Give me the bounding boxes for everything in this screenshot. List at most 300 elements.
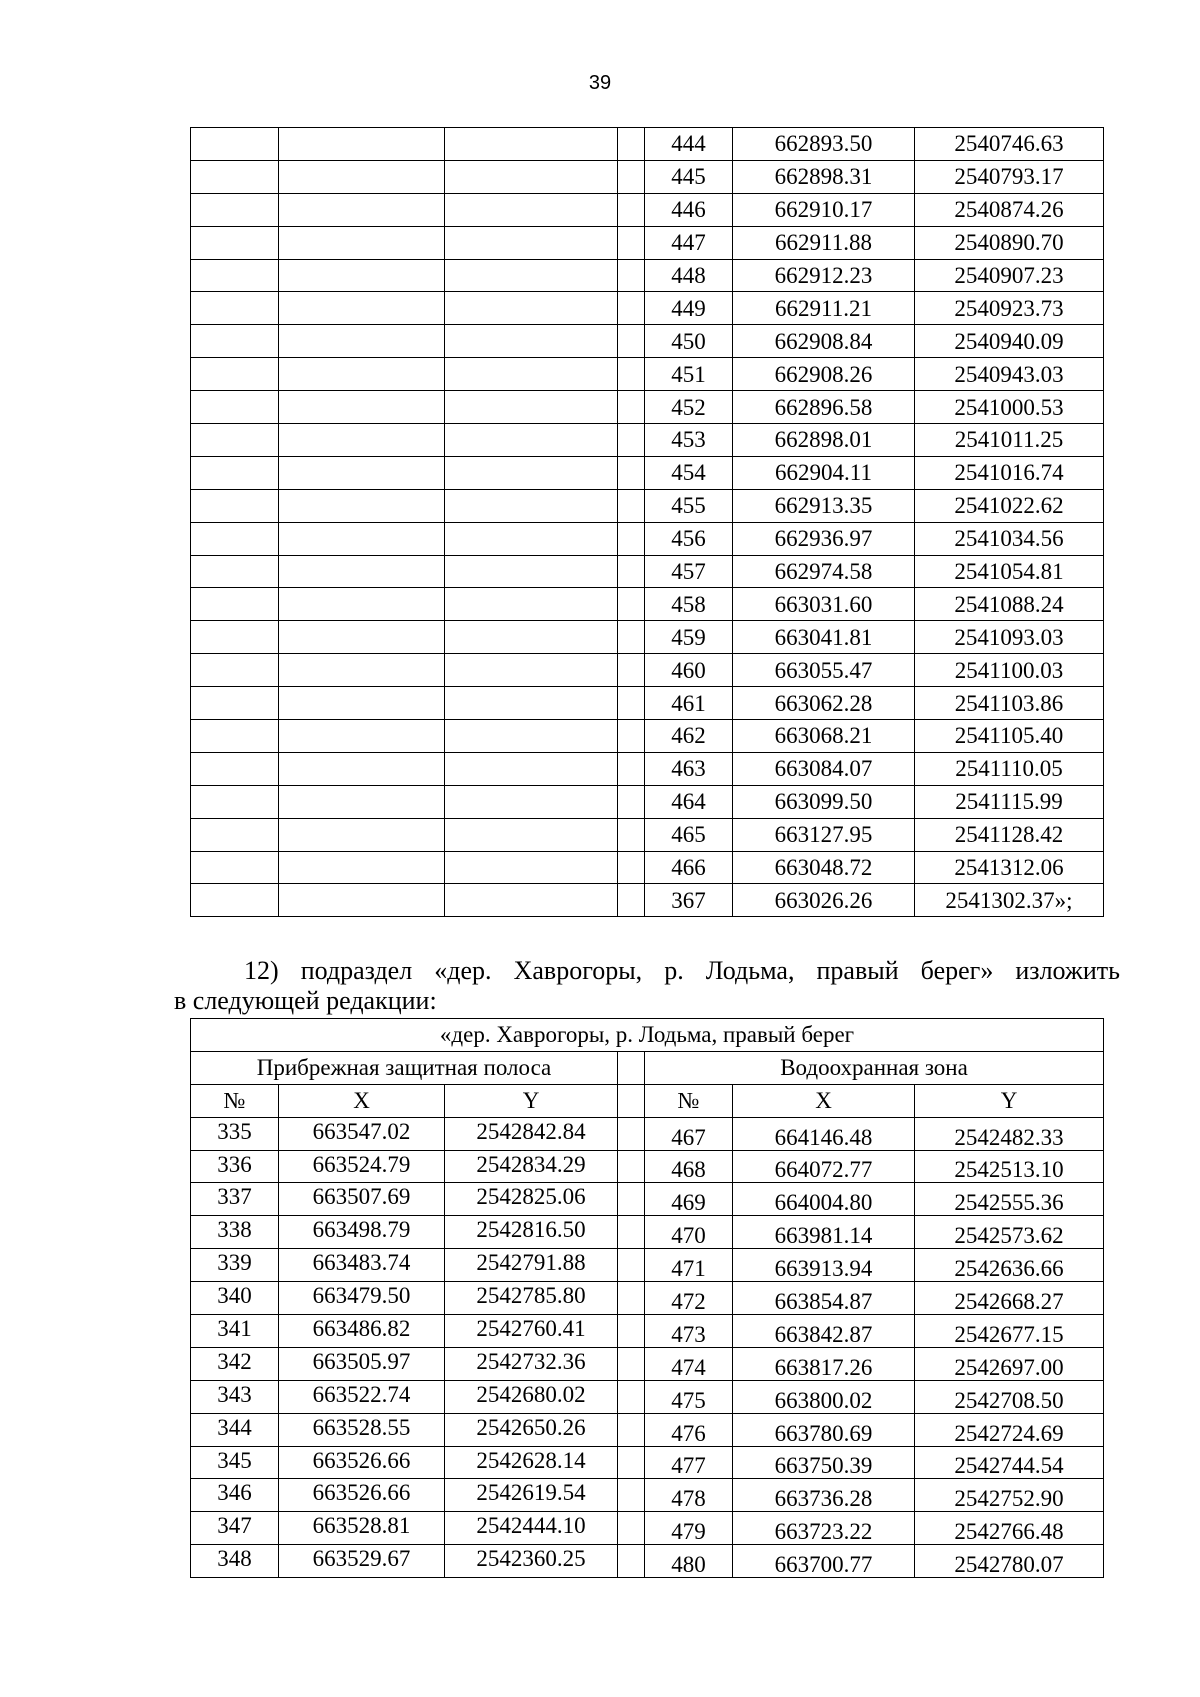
table-row <box>191 818 1104 851</box>
spacer-cell <box>618 1117 645 1150</box>
empty-cell <box>279 160 445 193</box>
empty-cell <box>279 226 445 259</box>
right-y-coordinate-cell: 2542513.10 <box>915 1150 1104 1183</box>
empty-cell <box>279 588 445 621</box>
left-point-number-cell: 344 <box>191 1413 279 1446</box>
table-row <box>191 193 1104 226</box>
right-point-number-cell: 479 <box>645 1512 733 1545</box>
table-row <box>191 654 1104 687</box>
spacer-cell <box>618 1183 645 1216</box>
empty-cell <box>445 687 618 720</box>
empty-cell <box>618 522 645 555</box>
y-coordinate-cell: 2540874.26 <box>915 193 1104 226</box>
empty-cell <box>191 818 279 851</box>
y-coordinate-cell: 2541093.03 <box>915 621 1104 654</box>
empty-cell <box>618 621 645 654</box>
empty-cell <box>191 522 279 555</box>
empty-cell <box>618 851 645 884</box>
x-coordinate-cell: 663068.21 <box>733 720 915 753</box>
left-x-coordinate-cell: 663507.69 <box>279 1183 445 1216</box>
coordinates-table-khavrogory <box>190 1018 1104 1578</box>
left-x-coordinate-cell: 663522.74 <box>279 1380 445 1413</box>
right-point-number-cell: 478 <box>645 1479 733 1512</box>
x-coordinate-cell: 662911.88 <box>733 226 915 259</box>
empty-cell <box>279 358 445 391</box>
spacer-cell <box>618 1446 645 1479</box>
right-x-coordinate-cell: 664072.77 <box>733 1150 915 1183</box>
right-y-coordinate-cell: 2542766.48 <box>915 1512 1104 1545</box>
left-y-coordinate-cell: 2542816.50 <box>445 1216 618 1249</box>
right-y-coordinate-cell: 2542780.07 <box>915 1545 1104 1578</box>
right-point-number-cell: 471 <box>645 1249 733 1282</box>
empty-cell <box>279 325 445 358</box>
empty-cell <box>191 226 279 259</box>
point-number-cell: 463 <box>645 752 733 785</box>
table-row <box>191 325 1104 358</box>
empty-cell <box>191 785 279 818</box>
left-x-coordinate-cell: 663483.74 <box>279 1249 445 1282</box>
empty-cell <box>191 160 279 193</box>
left-y-coordinate-cell: 2542785.80 <box>445 1282 618 1315</box>
point-number-cell: 465 <box>645 818 733 851</box>
right-x-coordinate-cell: 664004.80 <box>733 1183 915 1216</box>
table-row <box>191 785 1104 818</box>
right-y-coordinate-cell: 2542636.66 <box>915 1249 1104 1282</box>
empty-cell <box>445 325 618 358</box>
empty-cell <box>279 555 445 588</box>
table-row <box>191 588 1104 621</box>
y-coordinate-cell: 2541034.56 <box>915 522 1104 555</box>
point-number-cell: 459 <box>645 621 733 654</box>
left-y-coordinate-cell: 2542842.84 <box>445 1117 618 1150</box>
empty-cell <box>618 785 645 818</box>
empty-cell <box>191 687 279 720</box>
table-row <box>191 1545 1104 1578</box>
empty-cell <box>618 226 645 259</box>
right-x-coordinate-cell: 663981.14 <box>733 1216 915 1249</box>
x-coordinate-cell: 663041.81 <box>733 621 915 654</box>
table-header-row <box>191 1084 1104 1117</box>
left-x-coordinate-cell: 663547.02 <box>279 1117 445 1150</box>
table-row <box>191 1347 1104 1380</box>
table-row <box>191 456 1104 489</box>
header-y-right: Y <box>915 1084 1104 1117</box>
table-row <box>191 1479 1104 1512</box>
left-y-coordinate-cell: 2542834.29 <box>445 1150 618 1183</box>
left-x-coordinate-cell: 663479.50 <box>279 1282 445 1315</box>
table-row <box>191 1216 1104 1249</box>
right-y-coordinate-cell: 2542752.90 <box>915 1479 1104 1512</box>
table-row <box>191 259 1104 292</box>
empty-cell <box>618 193 645 226</box>
right-point-number-cell: 470 <box>645 1216 733 1249</box>
left-point-number-cell: 346 <box>191 1479 279 1512</box>
empty-cell <box>618 391 645 424</box>
y-coordinate-cell: 2540907.23 <box>915 259 1104 292</box>
x-coordinate-cell: 663062.28 <box>733 687 915 720</box>
right-x-coordinate-cell: 663842.87 <box>733 1315 915 1348</box>
point-number-cell: 451 <box>645 358 733 391</box>
table-row <box>191 128 1104 161</box>
point-number-cell: 446 <box>645 193 733 226</box>
empty-cell <box>618 259 645 292</box>
left-point-number-cell: 336 <box>191 1150 279 1183</box>
y-coordinate-cell: 2541000.53 <box>915 391 1104 424</box>
y-coordinate-cell: 2540940.09 <box>915 325 1104 358</box>
right-y-coordinate-cell: 2542708.50 <box>915 1380 1104 1413</box>
point-number-cell: 457 <box>645 555 733 588</box>
y-coordinate-cell: 2541011.25 <box>915 424 1104 457</box>
empty-cell <box>618 128 645 161</box>
empty-cell <box>618 325 645 358</box>
spacer-cell <box>618 1051 645 1084</box>
left-point-number-cell: 343 <box>191 1380 279 1413</box>
left-x-coordinate-cell: 663486.82 <box>279 1315 445 1348</box>
right-point-number-cell: 475 <box>645 1380 733 1413</box>
table-row <box>191 752 1104 785</box>
right-y-coordinate-cell: 2542724.69 <box>915 1413 1104 1446</box>
empty-cell <box>191 325 279 358</box>
left-y-coordinate-cell: 2542444.10 <box>445 1512 618 1545</box>
empty-cell <box>191 259 279 292</box>
empty-cell <box>445 884 618 917</box>
right-x-coordinate-cell: 663700.77 <box>733 1545 915 1578</box>
empty-cell <box>445 818 618 851</box>
point-number-cell: 456 <box>645 522 733 555</box>
page-number: 39 <box>588 72 612 94</box>
empty-cell <box>618 687 645 720</box>
table-row <box>191 621 1104 654</box>
table-row <box>191 1183 1104 1216</box>
empty-cell <box>279 391 445 424</box>
spacer-cell <box>618 1315 645 1348</box>
y-coordinate-cell: 2540943.03 <box>915 358 1104 391</box>
y-coordinate-cell: 2540923.73 <box>915 292 1104 325</box>
empty-cell <box>445 621 618 654</box>
right-x-coordinate-cell: 663913.94 <box>733 1249 915 1282</box>
empty-cell <box>279 456 445 489</box>
right-x-coordinate-cell: 663736.28 <box>733 1479 915 1512</box>
empty-cell <box>191 555 279 588</box>
y-coordinate-cell: 2540793.17 <box>915 160 1104 193</box>
point-number-cell: 444 <box>645 128 733 161</box>
y-coordinate-cell: 2541088.24 <box>915 588 1104 621</box>
coordinates-table-continuation <box>190 127 1104 917</box>
group-header-coastal-strip: Прибрежная защитная полоса <box>191 1051 618 1084</box>
right-point-number-cell: 472 <box>645 1282 733 1315</box>
empty-cell <box>445 358 618 391</box>
empty-cell <box>191 456 279 489</box>
empty-cell <box>279 654 445 687</box>
empty-cell <box>618 555 645 588</box>
table-row <box>191 1413 1104 1446</box>
empty-cell <box>191 391 279 424</box>
left-x-coordinate-cell: 663529.67 <box>279 1545 445 1578</box>
left-y-coordinate-cell: 2542732.36 <box>445 1347 618 1380</box>
y-coordinate-cell: 2541100.03 <box>915 654 1104 687</box>
left-x-coordinate-cell: 663498.79 <box>279 1216 445 1249</box>
point-number-cell: 452 <box>645 391 733 424</box>
empty-cell <box>279 292 445 325</box>
x-coordinate-cell: 662896.58 <box>733 391 915 424</box>
empty-cell <box>279 818 445 851</box>
empty-cell <box>279 752 445 785</box>
right-y-coordinate-cell: 2542677.15 <box>915 1315 1104 1348</box>
empty-cell <box>191 621 279 654</box>
empty-cell <box>279 851 445 884</box>
empty-cell <box>445 259 618 292</box>
spacer-cell <box>618 1380 645 1413</box>
y-coordinate-cell: 2541312.06 <box>915 851 1104 884</box>
right-point-number-cell: 480 <box>645 1545 733 1578</box>
table-row <box>191 391 1104 424</box>
table-row <box>191 1249 1104 1282</box>
header-y-left: Y <box>445 1084 618 1117</box>
right-y-coordinate-cell: 2542697.00 <box>915 1347 1104 1380</box>
y-coordinate-cell: 2541016.74 <box>915 456 1104 489</box>
point-number-cell: 462 <box>645 720 733 753</box>
x-coordinate-cell: 662898.01 <box>733 424 915 457</box>
table-row <box>191 522 1104 555</box>
left-y-coordinate-cell: 2542650.26 <box>445 1413 618 1446</box>
point-number-cell: 448 <box>645 259 733 292</box>
empty-cell <box>445 851 618 884</box>
spacer-cell <box>618 1479 645 1512</box>
point-number-cell: 458 <box>645 588 733 621</box>
x-coordinate-cell: 663099.50 <box>733 785 915 818</box>
right-x-coordinate-cell: 663750.39 <box>733 1446 915 1479</box>
x-coordinate-cell: 662910.17 <box>733 193 915 226</box>
empty-cell <box>191 588 279 621</box>
left-point-number-cell: 345 <box>191 1446 279 1479</box>
point-number-cell: 447 <box>645 226 733 259</box>
right-x-coordinate-cell: 663780.69 <box>733 1413 915 1446</box>
empty-cell <box>618 358 645 391</box>
header-x-right: X <box>733 1084 915 1117</box>
y-coordinate-cell: 2541022.62 <box>915 489 1104 522</box>
x-coordinate-cell: 662904.11 <box>733 456 915 489</box>
empty-cell <box>191 358 279 391</box>
empty-cell <box>445 160 618 193</box>
empty-cell <box>445 522 618 555</box>
left-y-coordinate-cell: 2542760.41 <box>445 1315 618 1348</box>
point-number-cell: 464 <box>645 785 733 818</box>
empty-cell <box>191 424 279 457</box>
right-point-number-cell: 473 <box>645 1315 733 1348</box>
y-coordinate-cell: 2541054.81 <box>915 555 1104 588</box>
table-row <box>191 851 1104 884</box>
left-y-coordinate-cell: 2542360.25 <box>445 1545 618 1578</box>
spacer-cell <box>618 1282 645 1315</box>
table-row <box>191 1117 1104 1150</box>
empty-cell <box>445 292 618 325</box>
right-point-number-cell: 468 <box>645 1150 733 1183</box>
table-row <box>191 160 1104 193</box>
left-x-coordinate-cell: 663524.79 <box>279 1150 445 1183</box>
x-coordinate-cell: 662913.35 <box>733 489 915 522</box>
x-coordinate-cell: 663031.60 <box>733 588 915 621</box>
point-number-cell: 466 <box>645 851 733 884</box>
right-x-coordinate-cell: 663800.02 <box>733 1380 915 1413</box>
empty-cell <box>191 292 279 325</box>
empty-cell <box>445 489 618 522</box>
x-coordinate-cell: 663026.26 <box>733 884 915 917</box>
empty-cell <box>445 424 618 457</box>
table-row <box>191 1150 1104 1183</box>
left-point-number-cell: 337 <box>191 1183 279 1216</box>
spacer-cell <box>618 1512 645 1545</box>
right-x-coordinate-cell: 664146.48 <box>733 1117 915 1150</box>
point-number-cell: 453 <box>645 424 733 457</box>
x-coordinate-cell: 662893.50 <box>733 128 915 161</box>
empty-cell <box>445 588 618 621</box>
spacer-cell <box>618 1249 645 1282</box>
table-row <box>191 489 1104 522</box>
empty-cell <box>618 654 645 687</box>
left-point-number-cell: 335 <box>191 1117 279 1150</box>
x-coordinate-cell: 662908.26 <box>733 358 915 391</box>
table-row <box>191 424 1104 457</box>
right-x-coordinate-cell: 663723.22 <box>733 1512 915 1545</box>
left-point-number-cell: 347 <box>191 1512 279 1545</box>
empty-cell <box>279 259 445 292</box>
empty-cell <box>279 424 445 457</box>
point-number-cell: 461 <box>645 687 733 720</box>
empty-cell <box>279 785 445 818</box>
left-y-coordinate-cell: 2542628.14 <box>445 1446 618 1479</box>
point-number-cell: 445 <box>645 160 733 193</box>
empty-cell <box>279 621 445 654</box>
empty-cell <box>445 456 618 489</box>
left-x-coordinate-cell: 663526.66 <box>279 1479 445 1512</box>
right-point-number-cell: 467 <box>645 1117 733 1150</box>
left-x-coordinate-cell: 663526.66 <box>279 1446 445 1479</box>
empty-cell <box>191 654 279 687</box>
x-coordinate-cell: 662898.31 <box>733 160 915 193</box>
empty-cell <box>618 752 645 785</box>
y-coordinate-cell: 2541302.37»; <box>915 884 1104 917</box>
empty-cell <box>445 785 618 818</box>
table-title: «дер. Хаврогоры, р. Лодьма, правый берег <box>191 1019 1104 1052</box>
right-point-number-cell: 476 <box>645 1413 733 1446</box>
y-coordinate-cell: 2541128.42 <box>915 818 1104 851</box>
left-point-number-cell: 338 <box>191 1216 279 1249</box>
left-point-number-cell: 341 <box>191 1315 279 1348</box>
y-coordinate-cell: 2541103.86 <box>915 687 1104 720</box>
group-header-water-protection-zone: Водоохранная зона <box>645 1051 1104 1084</box>
table-row <box>191 555 1104 588</box>
empty-cell <box>445 752 618 785</box>
empty-cell <box>191 128 279 161</box>
x-coordinate-cell: 663048.72 <box>733 851 915 884</box>
table-title-row <box>191 1019 1104 1052</box>
x-coordinate-cell: 662974.58 <box>733 555 915 588</box>
y-coordinate-cell: 2541105.40 <box>915 720 1104 753</box>
spacer-cell <box>618 1545 645 1578</box>
header-num-right: № <box>645 1084 733 1117</box>
empty-cell <box>191 851 279 884</box>
empty-cell <box>445 391 618 424</box>
right-point-number-cell: 469 <box>645 1183 733 1216</box>
empty-cell <box>618 489 645 522</box>
point-number-cell: 455 <box>645 489 733 522</box>
empty-cell <box>279 193 445 226</box>
spacer-cell <box>618 1347 645 1380</box>
right-y-coordinate-cell: 2542482.33 <box>915 1117 1104 1150</box>
right-point-number-cell: 477 <box>645 1446 733 1479</box>
x-coordinate-cell: 662936.97 <box>733 522 915 555</box>
table-row <box>191 720 1104 753</box>
point-number-cell: 450 <box>645 325 733 358</box>
left-y-coordinate-cell: 2542825.06 <box>445 1183 618 1216</box>
khavrogory-table-body <box>191 1019 1104 1578</box>
empty-cell <box>618 424 645 457</box>
empty-cell <box>445 555 618 588</box>
empty-cell <box>618 884 645 917</box>
spacer-cell <box>618 1084 645 1117</box>
paragraph-line-1: 12) подраздел «дер. Хаврогоры, р. Лодьма, правый берег» изложить <box>244 956 1120 985</box>
right-y-coordinate-cell: 2542668.27 <box>915 1282 1104 1315</box>
empty-cell <box>618 292 645 325</box>
y-coordinate-cell: 2540746.63 <box>915 128 1104 161</box>
table-row <box>191 1282 1104 1315</box>
table-row <box>191 1315 1104 1348</box>
header-x-left: X <box>279 1084 445 1117</box>
x-coordinate-cell: 663127.95 <box>733 818 915 851</box>
right-x-coordinate-cell: 663854.87 <box>733 1282 915 1315</box>
empty-cell <box>618 818 645 851</box>
right-point-number-cell: 474 <box>645 1347 733 1380</box>
table-row <box>191 1512 1104 1545</box>
empty-cell <box>445 193 618 226</box>
empty-cell <box>445 128 618 161</box>
empty-cell <box>191 193 279 226</box>
left-y-coordinate-cell: 2542619.54 <box>445 1479 618 1512</box>
empty-cell <box>618 720 645 753</box>
spacer-cell <box>618 1216 645 1249</box>
empty-cell <box>279 884 445 917</box>
table-row <box>191 1446 1104 1479</box>
empty-cell <box>279 128 445 161</box>
spacer-cell <box>618 1150 645 1183</box>
x-coordinate-cell: 663055.47 <box>733 654 915 687</box>
point-number-cell: 454 <box>645 456 733 489</box>
table-row <box>191 358 1104 391</box>
left-x-coordinate-cell: 663528.55 <box>279 1413 445 1446</box>
table-row <box>191 884 1104 917</box>
left-x-coordinate-cell: 663528.81 <box>279 1512 445 1545</box>
x-coordinate-cell: 662912.23 <box>733 259 915 292</box>
empty-cell <box>445 720 618 753</box>
empty-cell <box>191 752 279 785</box>
empty-cell <box>445 654 618 687</box>
table-row <box>191 687 1104 720</box>
spacer-cell <box>618 1413 645 1446</box>
table-row <box>191 226 1104 259</box>
x-coordinate-cell: 662908.84 <box>733 325 915 358</box>
left-x-coordinate-cell: 663505.97 <box>279 1347 445 1380</box>
empty-cell <box>618 456 645 489</box>
continuation-table-body <box>191 128 1104 917</box>
right-y-coordinate-cell: 2542573.62 <box>915 1216 1104 1249</box>
empty-cell <box>618 160 645 193</box>
right-x-coordinate-cell: 663817.26 <box>733 1347 915 1380</box>
paragraph-line-2: в следующей редакции: <box>174 986 437 1015</box>
table-row <box>191 1380 1104 1413</box>
left-point-number-cell: 339 <box>191 1249 279 1282</box>
table-group-row <box>191 1051 1104 1084</box>
left-point-number-cell: 342 <box>191 1347 279 1380</box>
